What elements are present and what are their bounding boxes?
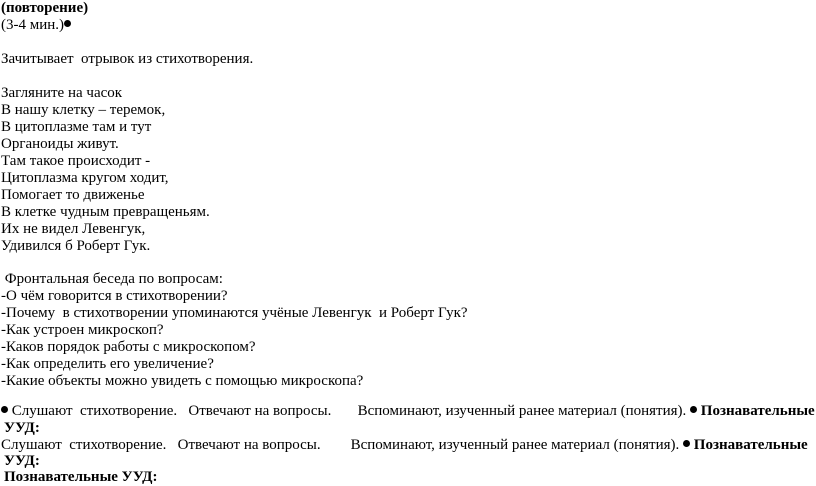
question-item: -О чём говорится в стихотворении? (1, 288, 228, 304)
bullet-dot-icon (1, 406, 8, 413)
competency-label: УУД: (4, 453, 40, 469)
duration-text: (3-4 мин.) (1, 17, 65, 33)
poem-line: Там такое происходит - (1, 153, 151, 169)
bullet-dot-icon (683, 440, 690, 447)
activity-line (1, 403, 815, 420)
poem-line: Помогает то движенье (1, 187, 145, 203)
poem-line: Удивился б Роберт Гук. (1, 238, 151, 254)
question-item: -Как устроен микроскоп? (1, 322, 164, 338)
bullet-dot-icon (690, 406, 697, 413)
poem-line: Их не видел Левенгук, (1, 221, 146, 237)
question-item: -Почему в стихотворении упоминаются учёные Левенгук и Роберт Гук? (1, 305, 468, 321)
competency-label: УУД: (4, 420, 40, 436)
activity-text: Слушают стихотворение. Отвечают на вопросы. Вспоминают, изученный ранее материал (понятия). (11, 403, 691, 419)
poem-line: Цитоплазма кругом ходит, (1, 170, 169, 186)
duration-line (1, 17, 71, 34)
question-item: -Каков порядок работы с микроскопом? (1, 339, 256, 355)
activity-text: Слушают стихотворение. Отвечают на вопросы. Вспоминают, изученный ранее материал (понятия). (1, 437, 684, 453)
question-item: -Какие объекты можно увидеть с помощью микроскопа? (1, 373, 364, 389)
poem-line: В клетке чудным превращеньям. (1, 204, 210, 220)
competency-label: Познавательные (700, 403, 815, 419)
poem-line: В цитоплазме там и тут (1, 119, 152, 135)
poem-line: В нашу клетку – теремок, (1, 102, 166, 118)
bullet-dot-icon (64, 20, 71, 27)
question-item: -Как определить его увеличение? (1, 356, 214, 372)
competency-label: Познавательные (693, 437, 808, 453)
section-title: (повторение) (1, 0, 89, 16)
poem-line: Загляните на часок (1, 85, 123, 101)
activity-line (1, 437, 808, 454)
competency-label: Познавательные УУД: (4, 469, 158, 485)
discussion-heading: Фронтальная беседа по вопросам: (1, 271, 223, 287)
poem-line: Органоиды живут. (1, 136, 119, 152)
intro-text: Зачитывает отрывок из стихотворения. (1, 51, 254, 67)
